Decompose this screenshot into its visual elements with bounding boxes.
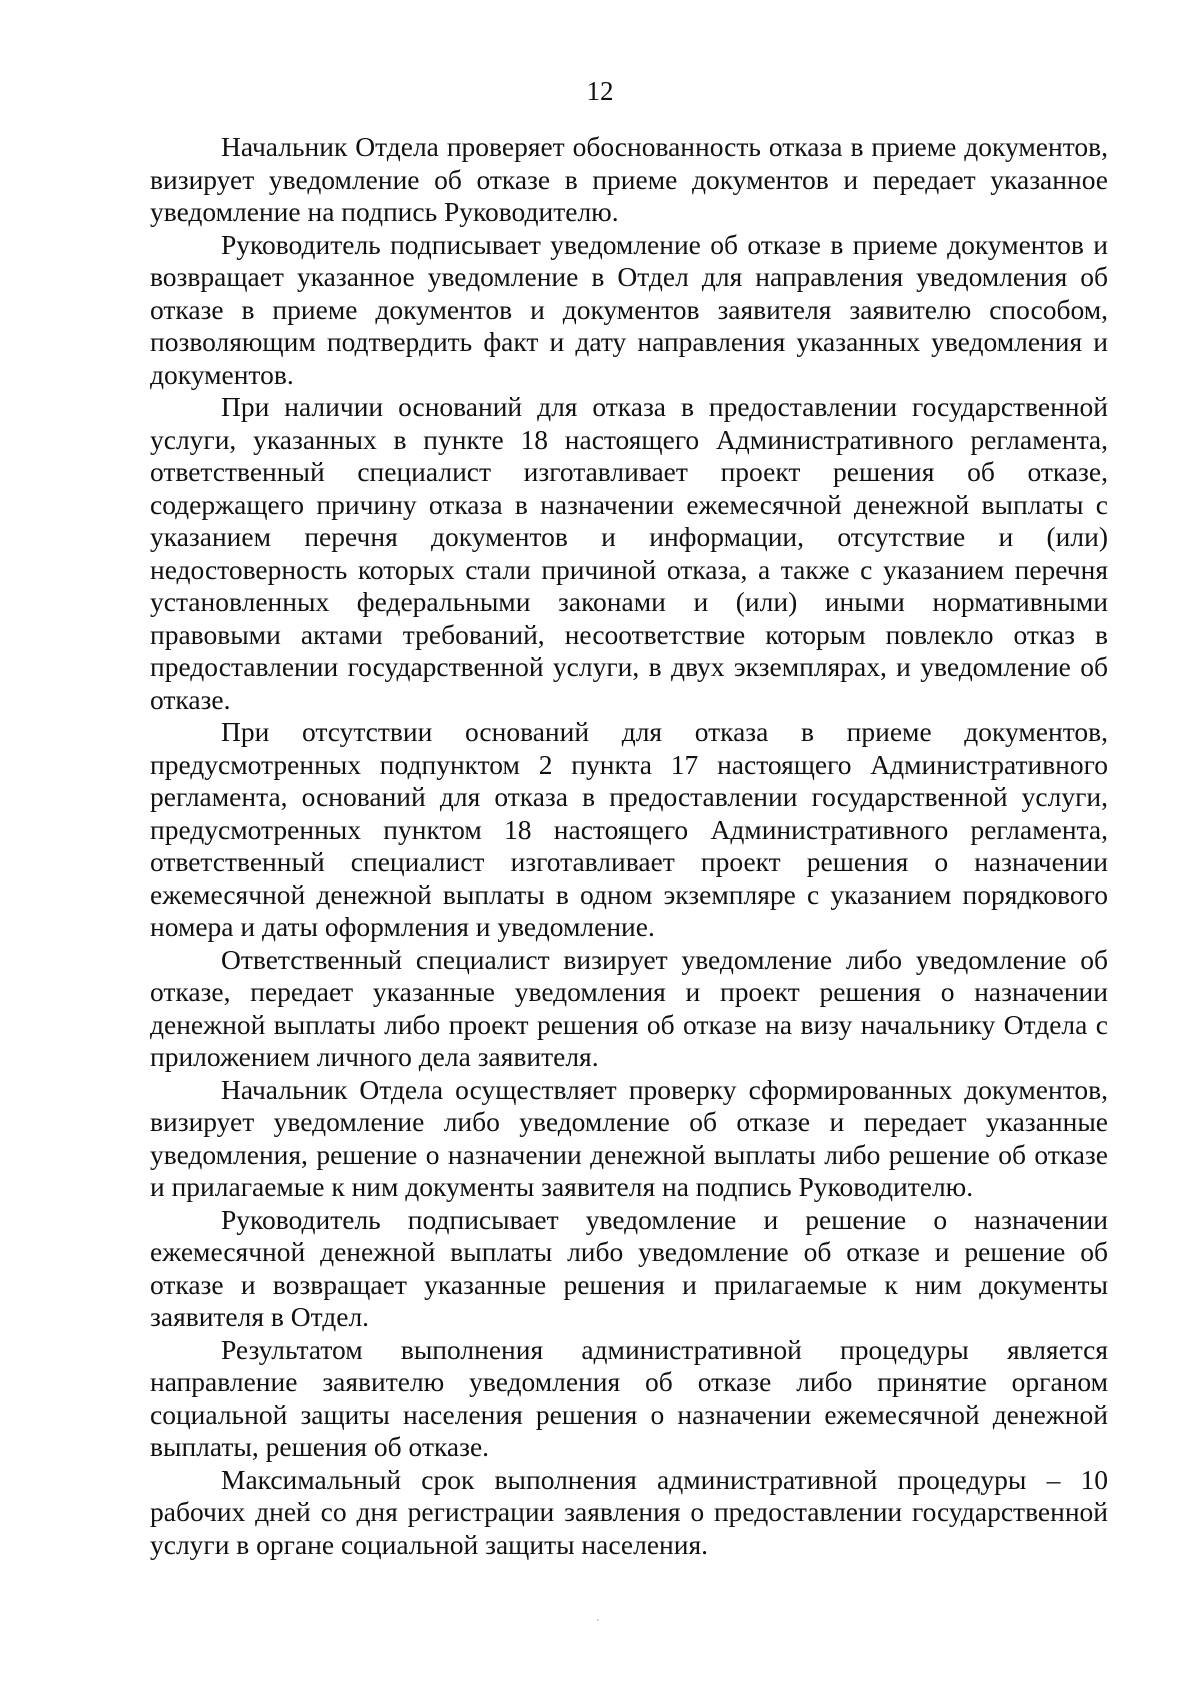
scan-artifact-dot xyxy=(597,1619,599,1621)
paragraph-5: Ответственный специалист визирует уведомление либо уведомление об отказе, передает указанные уведомления и проект решения о назначении денежной выплаты либо проект решения об отказе на визу начальнику Отдела с приложением личного дела заявителя. xyxy=(150,943,1108,1072)
paragraph-4: При отсутствии оснований для отказа в приеме документов, предусмотренных подпунктом 2 пункта 17 настоящего Административного регламента, оснований для отказа в предоставлении государственной услуги, предусмотренных пунктом 18 настоящего Административного регламента, ответственный специалист изготавливает проект решения о назначении ежемесячной денежной выплаты в одном экземпляре с указанием порядкового номера и даты оформления и уведомление. xyxy=(150,716,1108,942)
paragraph-8: Результатом выполнения административной процедуры является направление заявителю уведомления об отказе либо принятие органом социальной защиты населения решения о назначении ежемесячной денежной выплаты, решения об отказе. xyxy=(150,1333,1108,1462)
paragraph-3: При наличии оснований для отказа в предоставлении государственной услуги, указанных в пункте 18 настоящего Административного регламента, ответственный специалист изготавливает проект решения об отказе, содержащего причину отказа в назначении ежемесячной денежной выплаты с указанием перечня документов и информации, отсутствие и (или) недостоверность которых стали причиной отказа, а также с указанием перечня установленных федеральными законами и (или) иными нормативными правовыми актами требований, несоответствие которым повлекло отказ в предоставлении государственной услуги, в двух экземплярах, и уведомление об отказе. xyxy=(150,391,1108,715)
paragraph-6: Начальник Отдела осуществляет проверку сформированных документов, визирует уведомление либо уведомление об отказе и передает указанные уведомления, решение о назначении денежной выплаты либо решение об отказе и прилагаемые к ним документы заявителя на подпись Руководителю. xyxy=(150,1073,1108,1202)
page-number: 12 xyxy=(586,76,614,106)
paragraph-7: Руководитель подписывает уведомление и решение о назначении ежемесячной денежной выплаты либо уведомление об отказе и решение об отказе и возвращает указанные решения и прилагаемые к ним документы заявителя в Отдел. xyxy=(150,1203,1108,1332)
paragraph-9: Максимальный срок выполнения административной процедуры – 10 рабочих дней со дня регистрации заявления о предоставлении государственной услуги в органе социальной защиты населения. xyxy=(150,1463,1108,1560)
paragraph-2: Руководитель подписывает уведомление об отказе в приеме документов и возвращает указанное уведомление в Отдел для направления уведомления об отказе в приеме документов и документов заявителя заявителю способом, позволяющим подтвердить факт и дату направления указанных уведомления и документов. xyxy=(150,228,1108,390)
paragraph-1: Начальник Отдела проверяет обоснованность отказа в приеме документов, визирует уведомление об отказе в приеме документов и передает указанное уведомление на подпись Руководителю. xyxy=(150,131,1108,227)
document-body xyxy=(150,131,1108,1561)
